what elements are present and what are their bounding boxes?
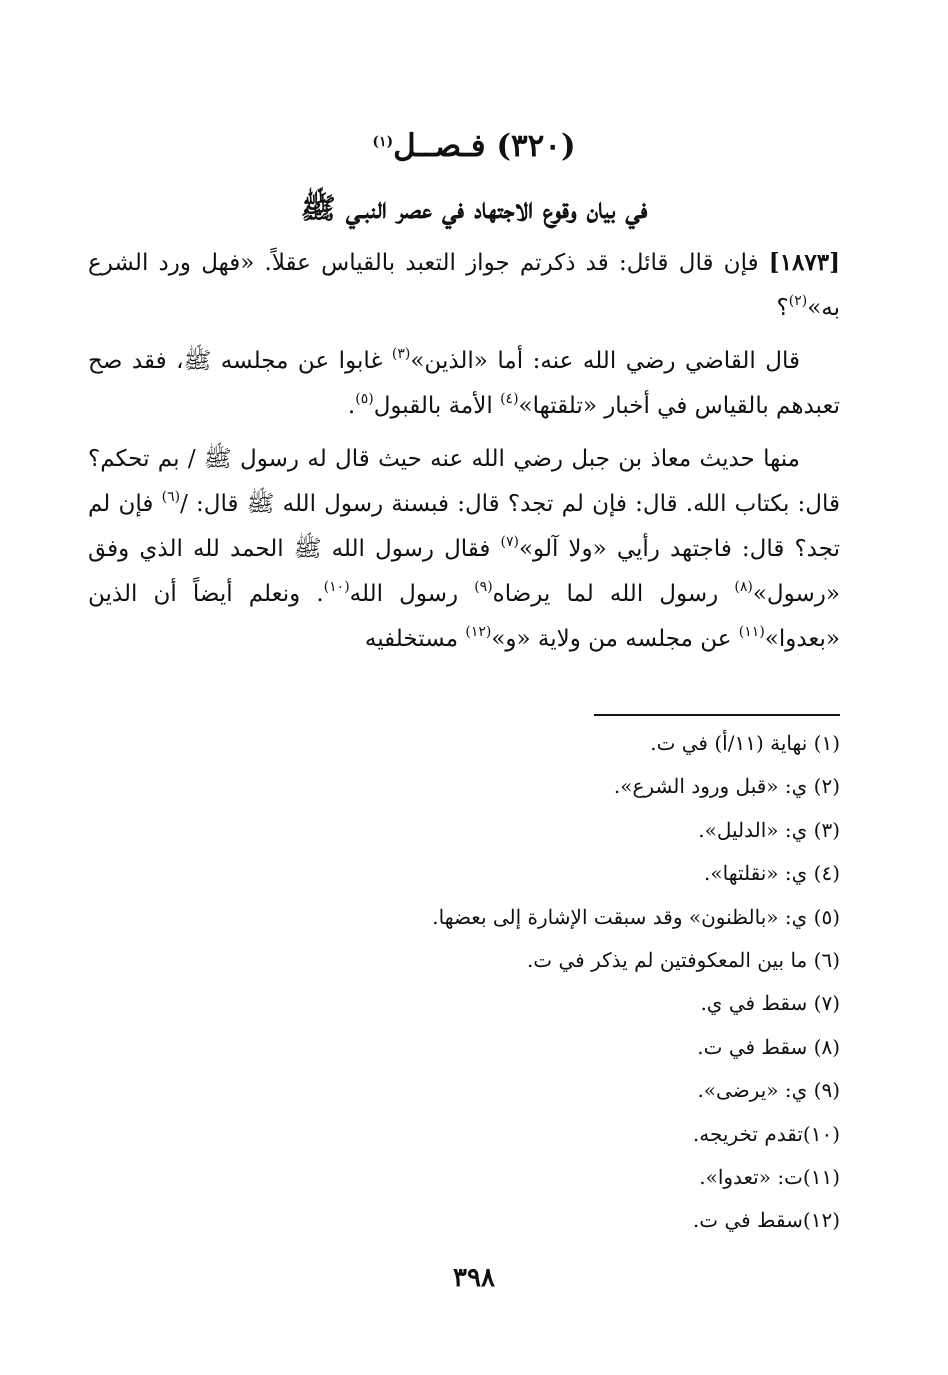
paragraph-text: رسول الله [349, 581, 475, 607]
paragraph-text: فإن قال قائل: قد ذكرتم جواز التعبد بالقياس عقلاً. «فهل ورد الشرع به» [88, 250, 840, 321]
paragraph-text: . [347, 393, 356, 419]
footnote-item: (٢) ي: «قبل ورود الشرع». [613, 774, 840, 799]
footnote-ref: (٨) [734, 579, 753, 595]
footnote-ref: (٣) [391, 346, 411, 362]
footnote-ref: (١٠) [323, 579, 350, 595]
paragraph-text: مستخلفيه [364, 626, 466, 652]
paragraph-text: منها حديث معاذ بن جبل رضي الله عنه حيث قال له رسول ﷺ / بم تحكم؟ قال: بكتاب الله. قال: فإن لم تجد؟ قال: فبسنة رسول الله ﷺ قال: / [88, 446, 840, 517]
paragraph-text: . [316, 581, 324, 607]
paragraph [88, 240, 840, 331]
paragraph-text: ؟ [776, 295, 789, 321]
paragraph-text: عن مجلسه من ولاية «و» [491, 626, 739, 652]
footnote-ref: (١٢) [465, 624, 492, 640]
paragraph-number: [١٨٧٣] [768, 249, 840, 276]
paragraph-text: ونعلم أيضاً أن الذين «بعدوا» [88, 581, 840, 652]
footnote-item: (٦) ما بين المعكوفتين لم يذكر في ت. [526, 948, 840, 973]
footnote-item: (٩) ي: «يرضى». [697, 1078, 840, 1103]
footnote-item: (١١)ت: «تعدوا». [699, 1165, 840, 1190]
footnote-item: (٧) سقط في ي. [700, 991, 840, 1016]
paragraph-text: الأمة بالقبول [373, 393, 501, 419]
footnote-divider [594, 714, 840, 716]
paragraph [88, 339, 840, 429]
paragraph-text: فقال رسول الله ﷺ الحمد لله الذي وفق «رسول» [88, 536, 840, 607]
paragraph [88, 437, 840, 662]
footnote-ref: (٥) [355, 391, 374, 407]
section-title: في بيان وقوع الاجتهاد في عصر النبـي ﷺ [300, 191, 648, 225]
footnote-ref: (٩) [474, 579, 493, 595]
footnote-item: (٨) سقط في ت. [697, 1034, 840, 1059]
paragraph-text: قال القاضي رضي الله عنه: أما «الذين» [410, 348, 800, 374]
footnote-item: (٤) ي: «نقلتها». [704, 861, 840, 886]
footnote-ref: (٦) [161, 489, 181, 505]
section-label: (٣٢٠) فـصــل [393, 128, 576, 164]
footnote-ref: (٢) [788, 293, 808, 309]
footnote-item: (١٢)سقط في ت. [692, 1208, 840, 1233]
footnote-item: (٣) ي: «الدليل». [698, 817, 840, 842]
paragraph-text: غابوا عن مجلسه ﷺ، فقد صح تعبدهم بالقياس في أخبار «تلقتها» [88, 348, 840, 419]
footnote-item: (٥) ي: «بالظنون» وقد سبقت الإشارة إلى بعضها. [432, 904, 840, 929]
footnotes-list [100, 722, 840, 1243]
footnote-ref: (٧) [500, 534, 519, 550]
footnote-item: (١٠)تقدم تخريجه. [692, 1121, 840, 1146]
footnote-item: (١) نهاية (١١/أ) في ت. [650, 731, 840, 755]
paragraph-text: رسول الله لما يرضاه [492, 581, 735, 607]
paragraph-text: فإن لم تجد؟ قال: فاجتهد رأيي «ولا آلو» [88, 491, 840, 562]
section-heading [0, 124, 948, 168]
body-text [88, 240, 840, 670]
footnote-ref: (١) [372, 134, 394, 150]
footnote-ref: (١١) [738, 624, 765, 640]
footnote-ref: (٤) [500, 391, 519, 407]
page-number: ٣٩٨ [453, 1263, 495, 1293]
